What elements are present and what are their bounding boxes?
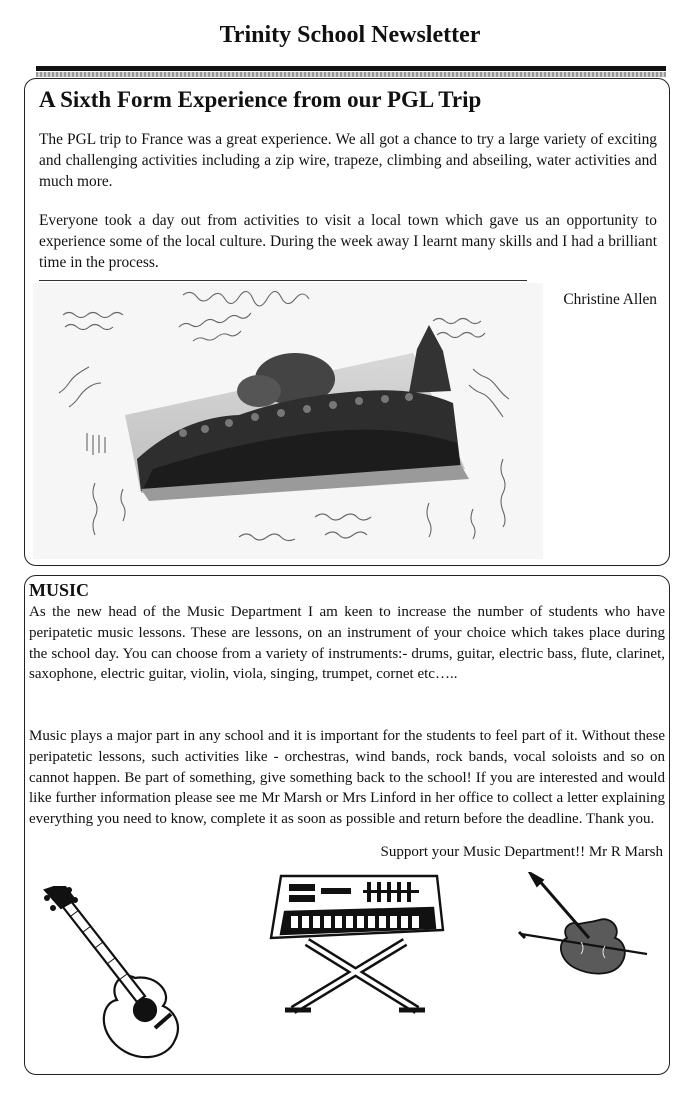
acoustic-guitar-icon	[39, 886, 239, 1066]
music-signoff: Support your Music Department!! Mr R Marsh	[380, 844, 663, 860]
pgl-heading: A Sixth Form Experience from our PGL Trip	[39, 87, 482, 112]
music-heading: MUSIC	[29, 580, 90, 600]
music-paragraph-2: Music plays a major part in any school and it is important for the students to feel part of it. Without these peripatetic lessons, such activities like - orchestras, wind bands, rock bands, vocal soloists and so on cannot happen. Be part of something, give something back to the school! If you are interested and would like further information please see me Mr Marsh or Mrs Linford in her office to collect a letter explaining everything you need to know, complete it as soon as possible and return before the deadline. Thank you.	[29, 728, 665, 828]
music-article	[24, 575, 670, 1075]
header-rule	[36, 66, 666, 71]
pgl-paragraph-2: Everyone took a day out from activities to visit a local town which gave us an opportunity to experience some of the local culture. During the week away I learnt many skills and I had a brilliant time in the process.	[39, 212, 657, 271]
music-paragraph-1: As the new head of the Music Department I am keen to increase the number of students who have peripatetic music lessons. These are lessons, on an instrument of your choice which takes place during the school day. You can choose from a variety of instruments:- drums, guitar, electric bass, flute, clarinet, saxophone, electric guitar, violin, viola, singing, trumpet, cornet etc…..	[29, 604, 665, 683]
pgl-paragraph-1: The PGL trip to France was a great experience. We all got a chance to try a large variety of exciting and challenging activities including a zip wire, trapeze, climbing and abseiling, water activities and much more.	[39, 131, 657, 190]
pgl-author: Christine Allen	[563, 291, 657, 308]
photo-divider	[39, 280, 527, 281]
pgl-article	[24, 78, 670, 566]
header-rule-shade	[36, 72, 666, 77]
electric-keyboard-icon	[267, 872, 445, 1014]
group-photo-icon	[33, 283, 543, 559]
newsletter-title: Trinity School Newsletter	[219, 22, 481, 48]
violin-icon	[517, 872, 651, 990]
